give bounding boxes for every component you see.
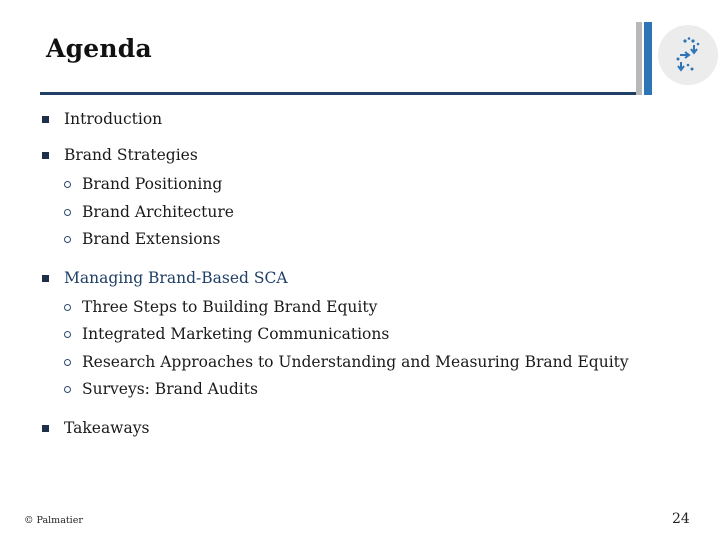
agenda-subitem-label: Three Steps to Building Brand Equity [82, 297, 378, 316]
agenda-item [42, 417, 682, 440]
agenda-item [42, 267, 682, 404]
ring-bullet-icon [64, 236, 71, 243]
agenda-item-label: Takeaways [64, 418, 150, 437]
agenda-item-label: Introduction [64, 110, 163, 128]
agenda-subitems [64, 171, 682, 254]
agenda-subitem [64, 294, 682, 322]
agenda-subitem-label: Research Approaches to Understanding and Measuring Brand Equity [82, 352, 629, 371]
agenda-list [42, 108, 682, 440]
accent-bar-grey [636, 22, 642, 95]
square-bullet-icon [42, 116, 49, 123]
agenda-subitem-label: Brand Extensions [82, 230, 221, 248]
slide-title: Agenda [46, 34, 152, 63]
ring-bullet-icon [64, 359, 71, 366]
agenda-subitem-label: Brand Architecture [82, 202, 234, 221]
agenda-subitem [64, 226, 682, 254]
footer-copyright: © Palmatier [24, 515, 83, 526]
ring-bullet-icon [64, 304, 71, 311]
ring-bullet-icon [64, 331, 71, 338]
agenda-item [42, 144, 682, 254]
ring-bullet-icon [64, 181, 71, 188]
arrows-cycle-logo-icon [658, 25, 718, 85]
agenda-item [42, 108, 682, 131]
agenda-subitem-label: Surveys: Brand Audits [82, 380, 258, 398]
agenda-subitem [64, 199, 682, 227]
agenda-item-label: Managing Brand-Based SCA [64, 268, 288, 287]
agenda-subitem [64, 349, 682, 377]
square-bullet-icon [42, 152, 49, 159]
square-bullet-icon [42, 275, 49, 282]
ring-bullet-icon [64, 209, 71, 216]
title-underline [40, 92, 636, 95]
agenda-subitems [64, 294, 682, 404]
page-number: 24 [672, 511, 690, 527]
agenda-subitem [64, 321, 682, 349]
agenda-subitem-label: Brand Positioning [82, 175, 223, 193]
agenda-item-label: Brand Strategies [64, 146, 198, 164]
agenda-subitem [64, 376, 682, 404]
agenda-subitem [64, 171, 682, 199]
agenda-subitem-label: Integrated Marketing Communications [82, 325, 390, 343]
ring-bullet-icon [64, 386, 71, 393]
accent-bar-blue [644, 22, 652, 95]
square-bullet-icon [42, 425, 49, 432]
